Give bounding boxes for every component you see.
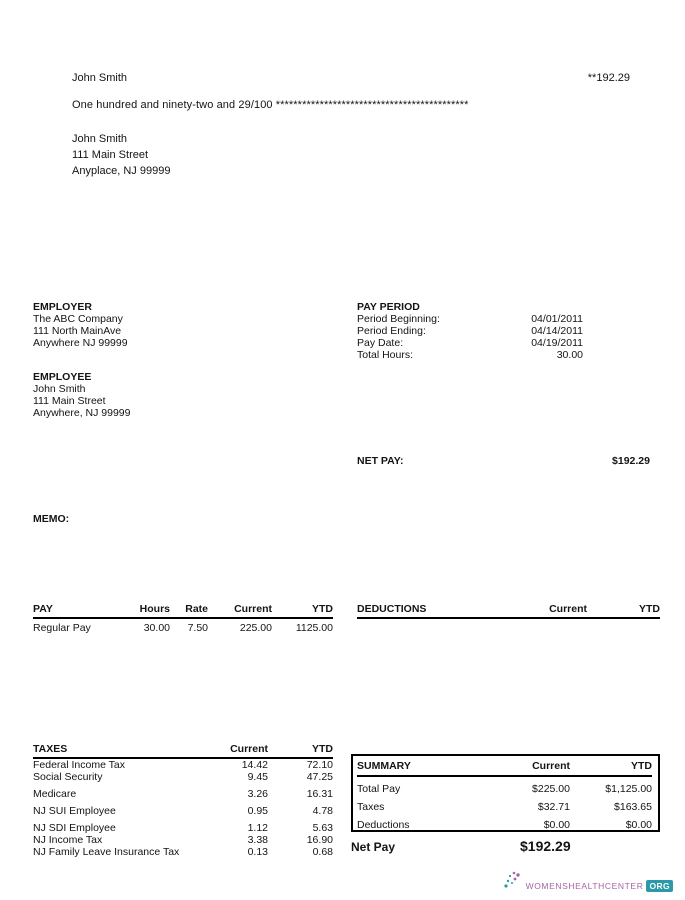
pay-period-row — [357, 349, 583, 361]
employee-block — [33, 371, 130, 419]
summary-box — [351, 754, 660, 832]
net-pay-final — [351, 840, 660, 860]
check-payee-name: John Smith — [72, 72, 128, 84]
pay-name: Regular Pay — [33, 622, 91, 634]
taxes-table — [33, 743, 333, 858]
column-header: Rate — [185, 603, 208, 615]
column-header: TAXES — [33, 743, 68, 755]
column-header: Current — [234, 603, 272, 615]
tax-name: Federal Income Tax — [33, 759, 126, 771]
summary-current: $0.00 — [543, 819, 570, 831]
taxes-table-header — [33, 743, 333, 759]
table-row — [33, 823, 333, 834]
tax-ytd: 4.78 — [312, 805, 333, 817]
column-header: YTD — [631, 760, 652, 772]
tax-current: 3.38 — [247, 834, 268, 846]
employee-line: 111 Main Street — [33, 395, 106, 407]
net-pay-final-label: Net Pay — [351, 840, 396, 854]
tax-current: 0.95 — [247, 805, 268, 817]
pay-period-value: 04/19/2011 — [531, 337, 583, 349]
pay-period-label: Period Ending: — [357, 325, 426, 337]
summary-name: Total Pay — [357, 783, 401, 795]
tax-ytd: 16.31 — [306, 788, 333, 800]
pay-hours: 30.00 — [143, 622, 170, 634]
net-pay-final-value: $192.29 — [520, 838, 571, 854]
employee-line: John Smith — [33, 383, 86, 395]
deductions-table-header — [357, 603, 660, 619]
tax-ytd: 72.10 — [306, 759, 333, 771]
summary-current: $32.71 — [537, 801, 570, 813]
column-header: Current — [549, 603, 587, 615]
logo-wordmark: WOMENSHEALTHCENTER — [525, 881, 644, 891]
tax-current: 0.13 — [247, 846, 268, 858]
pay-period-row — [357, 313, 583, 325]
summary-current: $225.00 — [532, 783, 570, 795]
tax-name: NJ SUI Employee — [33, 805, 116, 817]
pay-rate: 7.50 — [187, 622, 208, 634]
employer-line: 111 North MainAve — [33, 325, 122, 337]
address-line: 111 Main Street — [72, 149, 149, 161]
employer-block — [33, 301, 128, 349]
column-header: YTD — [312, 743, 333, 755]
column-header: YTD — [312, 603, 333, 615]
table-row — [33, 847, 333, 858]
summary-ytd: $163.65 — [614, 801, 652, 813]
check-amount-words: One hundred and ninety-two and 29/100 ******************************************** — [72, 99, 469, 111]
pay-ytd: 1125.00 — [295, 622, 333, 634]
net-pay-label: NET PAY: — [357, 455, 404, 467]
pay-table-header — [33, 603, 333, 619]
footer-logo — [503, 869, 673, 892]
tax-name: NJ Income Tax — [33, 834, 103, 846]
table-row — [33, 760, 333, 771]
tax-current: 1.12 — [247, 822, 268, 834]
employee-line: Anywhere, NJ 99999 — [33, 407, 131, 419]
tax-name: NJ Family Leave Insurance Tax — [33, 846, 180, 858]
pay-table — [33, 603, 333, 634]
employee-heading: EMPLOYEE — [33, 371, 92, 383]
table-row — [357, 802, 652, 813]
tax-name: NJ SDI Employee — [33, 822, 116, 834]
column-header: DEDUCTIONS — [357, 603, 427, 615]
pay-period-value: 30.00 — [556, 349, 583, 361]
tax-name: Social Security — [33, 771, 103, 783]
employer-line: Anywhere NJ 99999 — [33, 337, 128, 349]
net-pay-value: $192.29 — [612, 455, 650, 467]
column-header: SUMMARY — [357, 760, 411, 772]
table-row — [33, 619, 333, 634]
tax-ytd: 16.90 — [306, 834, 333, 846]
memo-label: MEMO: — [33, 513, 70, 525]
pay-period-label: Period Beginning: — [357, 313, 440, 325]
employer-heading: EMPLOYER — [33, 301, 92, 313]
employer-line: The ABC Company — [33, 313, 123, 325]
column-header: Current — [230, 743, 268, 755]
check-amount: **192.29 — [587, 72, 630, 84]
column-header: Hours — [139, 603, 170, 615]
summary-name: Deductions — [357, 819, 410, 831]
summary-header — [357, 760, 652, 777]
table-row — [33, 789, 333, 800]
pay-period-heading: PAY PERIOD — [357, 301, 420, 313]
address-line: Anyplace, NJ 99999 — [72, 165, 171, 177]
table-row — [357, 784, 652, 795]
pay-period-row — [357, 337, 583, 349]
tax-ytd: 47.25 — [306, 771, 333, 783]
pay-period-label: Pay Date: — [357, 337, 404, 349]
pay-period-value: 04/14/2011 — [531, 325, 583, 337]
tax-ytd: 5.63 — [312, 822, 333, 834]
dots-swirl-icon — [503, 869, 523, 891]
column-header: PAY — [33, 603, 53, 615]
net-pay-line — [357, 455, 650, 467]
pay-period-row — [357, 325, 583, 337]
check-payee-row — [72, 72, 630, 84]
table-row — [33, 806, 333, 817]
pay-period-block — [357, 301, 583, 361]
tax-ytd: 0.68 — [312, 846, 333, 858]
pay-current: 225.00 — [239, 622, 272, 634]
deductions-table — [357, 603, 660, 619]
address-line: John Smith — [72, 133, 128, 145]
tax-current: 3.26 — [247, 788, 268, 800]
table-row — [357, 820, 652, 831]
pay-period-label: Total Hours: — [357, 349, 414, 361]
table-row — [33, 835, 333, 846]
table-row — [33, 772, 333, 783]
pay-period-value: 04/01/2011 — [531, 313, 583, 325]
tax-current: 9.45 — [247, 771, 268, 783]
logo-tld-badge: ORG — [646, 880, 673, 892]
summary-ytd: $0.00 — [625, 819, 652, 831]
summary-ytd: $1,125.00 — [605, 783, 652, 795]
check-payee-address — [72, 131, 170, 179]
tax-current: 14.42 — [241, 759, 268, 771]
column-header: Current — [532, 760, 570, 772]
summary-name: Taxes — [357, 801, 385, 813]
tax-name: Medicare — [33, 788, 77, 800]
column-header: YTD — [639, 603, 660, 615]
